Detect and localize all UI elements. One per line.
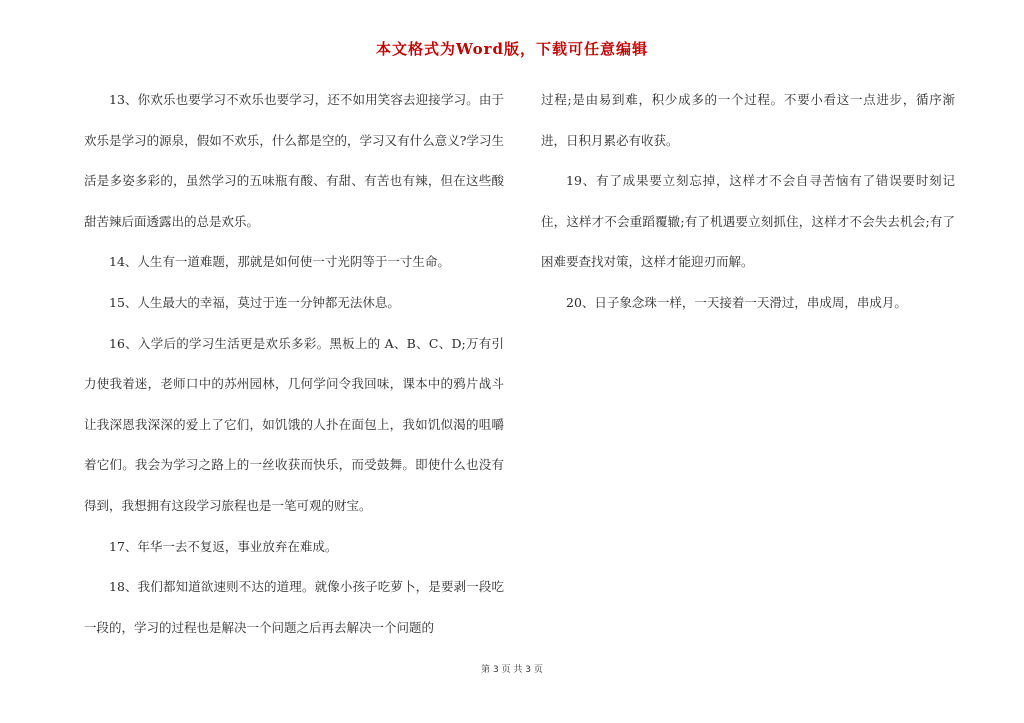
paragraph-13: 13、你欢乐也要学习不欢乐也要学习，还不如用笑容去迎接学习。由于欢乐是学习的源泉，假如不欢乐，什么都是空的，学习又有什么意义?学习生活是多姿多彩的，虽然学习的五味瓶有酸、有甜、有苦也有辣，但在这些酸甜苦辣后面透露出的总是欢乐。	[84, 92, 504, 229]
right-column	[541, 80, 955, 324]
paragraph-17: 17、年华一去不复返，事业放弃在难成。	[109, 538, 338, 554]
document-banner: 本文格式为Word版，下载可任意编辑	[375, 40, 649, 58]
paragraph-20: 20、日子象念珠一样，一天接着一天滑过，串成周，串成月。	[566, 294, 907, 310]
paragraph-19: 19、有了成果要立刻忘掉，这样才不会自寻苦恼有了错误要时刻记住，这样才不会重蹈覆辙;有了机遇要立刻抓住，这样才不会失去机会;有了困难要查找对策，这样才能迎刃而解。	[541, 173, 955, 270]
paragraph-15: 15、人生最大的幸福，莫过于连一分钟都无法休息。	[109, 294, 400, 310]
paragraph-16: 16、入学后的学习生活更是欢乐多彩。黑板上的 A、B、C、D;万有引力使我着迷，老师口中的苏州园林，几何学问令我回味，课本中的鸦片战斗让我深恩我深深的爱上了它们，如饥饿的人扑在面包上，我如饥似渴的咀嚼着它们。我会为学习之路上的一丝收获而快乐，而受鼓舞。即使什么也没有得到，我想拥有这段学习旅程也是一笔可观的财宝。	[84, 335, 504, 513]
paragraph-14: 14、人生有一道难题，那就是如何使一寸光阴等于一寸生命。	[109, 254, 450, 270]
page-number: 第 3 页 共 3 页	[481, 665, 543, 675]
paragraph-18-continuation: 过程;是由易到难，积少成多的一个过程。不要小看这一点进步，循序渐进，日积月累必有收获。	[541, 92, 955, 148]
left-column	[84, 80, 504, 648]
paragraph-18: 18、我们都知道欲速则不达的道理。就像小孩子吃萝卜，是要剥一段吃一段的，学习的过程也是解决一个问题之后再去解决一个问题的	[84, 579, 504, 635]
